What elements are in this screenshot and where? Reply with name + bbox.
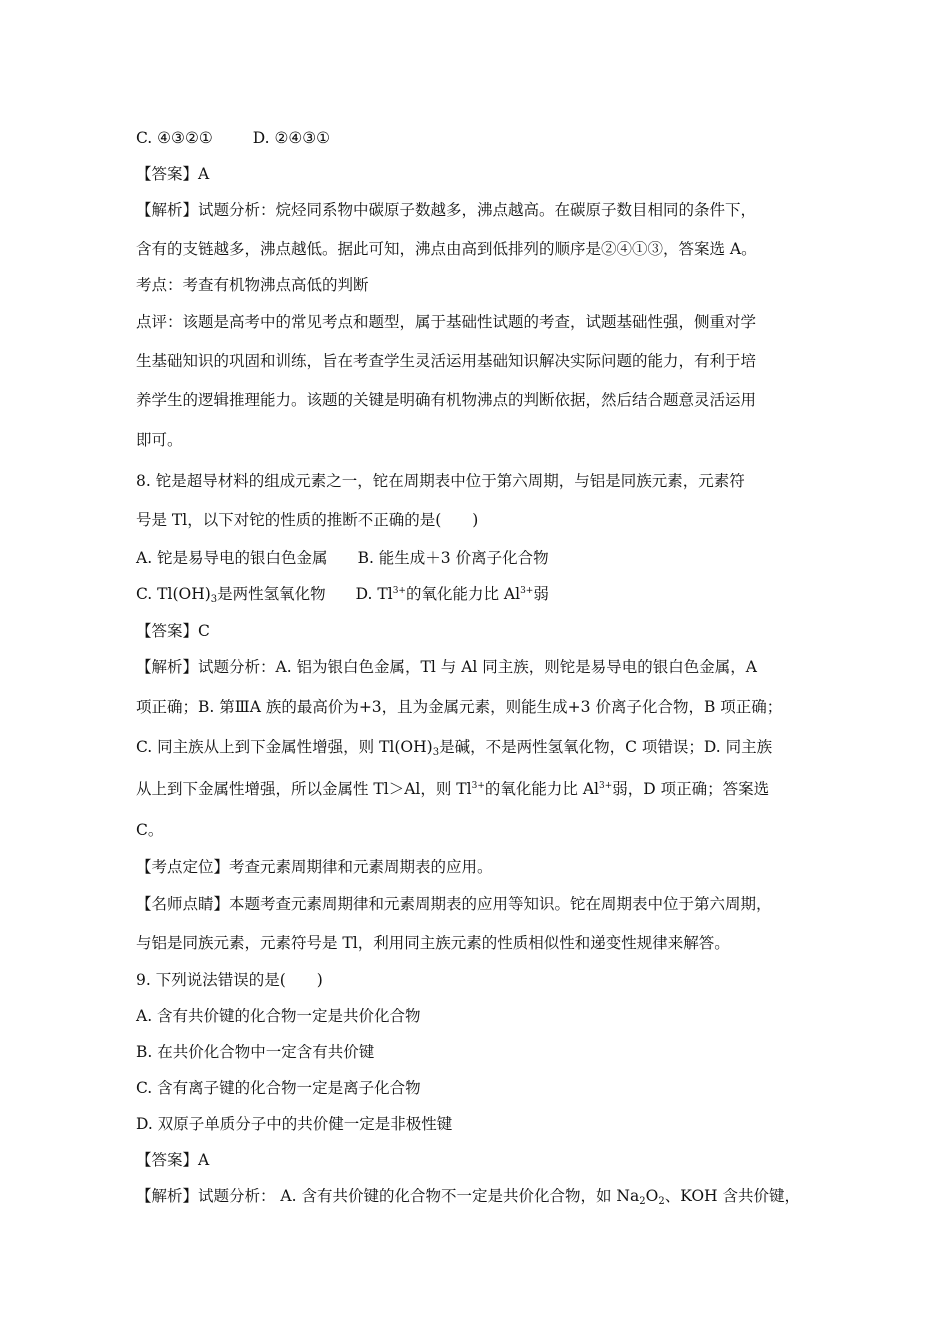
analysis-line: C. 同主族从上到下金属性增强，则 $Tl(OH)_3$是碱，不是两性氢氧化物，C 项错误；D. 同主族 (136, 738, 773, 758)
teacher-tip-line: 【名师点睛】本题考查元素周期律和元素周期表的应用等知识。铊在周期表中位于第六周期， (136, 895, 772, 913)
option-d: D. 双原子单质分子中的共价健一定是非极性键 (136, 1115, 453, 1133)
comment-line: 养学生的逻辑推理能力。该题的关键是明确有机物沸点的判断依据，然后结合题意灵活运用 (136, 391, 757, 409)
question-8-stem: 8. 铊是超导材料的组成元素之一，铊在周期表中位于第六周期，与铝是同族元素，元素符 (136, 472, 745, 490)
analysis-line: 含有的支链越多，沸点越低。据此可知，沸点由高到低排列的顺序是②④①③，答案选 A。 (136, 240, 757, 258)
option-a: A. 含有共价键的化合物一定是共价化合物 (136, 1007, 421, 1025)
q7-options-cd (136, 127, 836, 149)
option-c: C. ④③②① (136, 129, 213, 147)
analysis-line: 【解析】试题分析：烷烃同系物中碳原子数越多，沸点越高。在碳原子数目相同的条件下， (136, 201, 757, 219)
teacher-tip-line: 与铝是同族元素，元素符号是 Tl，利用同主族元素的性质相似性和递变性规律来解答。 (136, 934, 730, 952)
analysis-line: C。 (136, 821, 164, 839)
option-c: C. 含有离子键的化合物一定是离子化合物 (136, 1079, 421, 1097)
analysis-line: 【解析】试题分析： A. 含有共价键的化合物不一定是共价化合物，如 $Na_2O_2$、KOH 含共价键， (136, 1187, 801, 1207)
q8-options-cd (136, 583, 836, 605)
analysis-line: 从上到下金属性增强，所以金属性 Tl＞Al，则 $Tl^{3+}$的氧化能力比 $Al^{3+}$弱，D 项正确；答案选 (136, 780, 770, 798)
knowledge-point-line: 考点：考查有机物沸点高低的判断 (136, 276, 369, 294)
comment-line: 点评：该题是高考中的常见考点和题型，属于基础性试题的考查，试题基础性强，侧重对学 (136, 313, 757, 331)
exam-point-line: 【考点定位】考查元素周期律和元素周期表的应用。 (136, 858, 493, 876)
comment-line: 生基础知识的巩固和训练，旨在考查学生灵活运用基础知识解决实际问题的能力，有利于培 (136, 352, 757, 370)
answer-line: 【答案】C (136, 622, 210, 640)
option-a: A. 铊是易导电的银白色金属 (136, 549, 328, 567)
answer-line: 【答案】A (136, 165, 210, 183)
question-8-stem: 号是 Tl，以下对铊的性质的推断不正确的是( ) (136, 511, 479, 529)
analysis-line: 【解析】试题分析：A. 铝为银白色金属，Tl 与 Al 同主族，则铊是易导电的银白色金属，A (136, 658, 757, 676)
q8-options-ab (136, 547, 836, 569)
option-b: B. 能生成＋3 价离子化合物 (357, 549, 549, 567)
option-d: D. ②④③① (252, 129, 331, 147)
comment-line: 即可。 (136, 431, 183, 449)
answer-line: 【答案】A (136, 1151, 210, 1169)
option-d: D. $Tl^{3+}$的氧化能力比 $Al^{3+}$弱 (355, 585, 549, 603)
option-b: B. 在共价化合物中一定含有共价键 (136, 1043, 375, 1061)
analysis-line: 项正确；B. 第ⅢA 族的最高价为+3，且为金属元素，则能生成+3 价离子化合物，B 项正确； (136, 698, 783, 716)
option-c: C. $Tl(OH)_3$是两性氢氧化物 (136, 585, 326, 605)
question-9-stem: 9. 下列说法错误的是( ) (136, 971, 323, 989)
